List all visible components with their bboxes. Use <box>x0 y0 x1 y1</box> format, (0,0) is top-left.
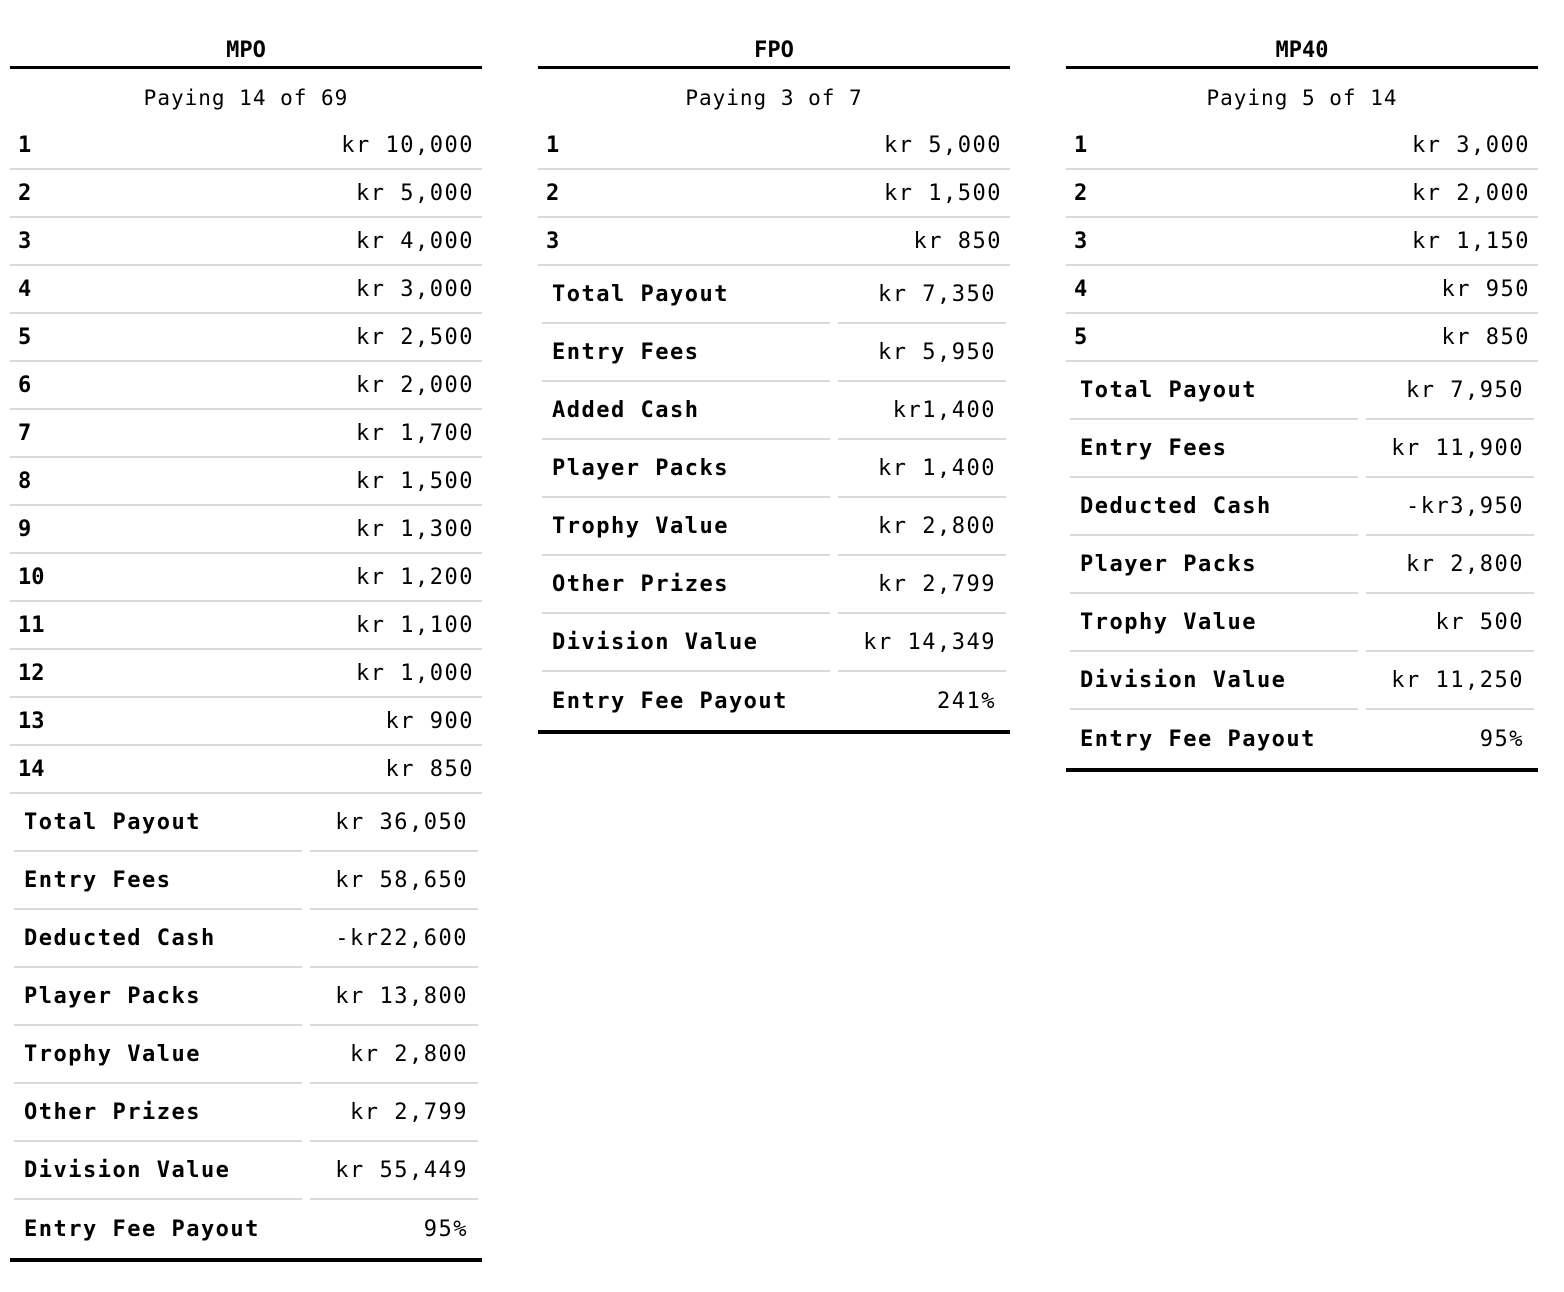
summary-row <box>10 910 482 968</box>
place-number: 12 <box>18 660 45 686</box>
paying-summary: Paying 5 of 14 <box>1206 86 1398 110</box>
payout-row <box>10 266 482 314</box>
payout-amount: kr 1,100 <box>356 612 474 638</box>
summary-value: -kr3,950 <box>1366 478 1534 536</box>
payout-amount: kr 850 <box>1441 324 1530 350</box>
place-number: 5 <box>1074 324 1088 350</box>
payout-row <box>10 458 482 506</box>
summary-label: Total Payout <box>14 794 302 852</box>
place-number: 9 <box>18 516 32 542</box>
payout-row <box>538 218 1010 266</box>
paying-summary: Paying 14 of 69 <box>143 86 349 110</box>
summary-label: Division Value <box>1070 652 1358 710</box>
summary-label: Trophy Value <box>1070 594 1358 652</box>
payout-amount: kr 900 <box>385 708 474 734</box>
summary-row <box>10 794 482 852</box>
paying-summary: Paying 3 of 7 <box>685 86 863 110</box>
summary-label: Entry Fees <box>1070 420 1358 478</box>
summary-value: -kr22,600 <box>310 910 478 968</box>
payout-row <box>538 122 1010 170</box>
summary-row <box>10 852 482 910</box>
summary-value: kr 1,400 <box>838 440 1006 498</box>
summary-value: kr 5,950 <box>838 324 1006 382</box>
summary-value: kr 36,050 <box>310 794 478 852</box>
summary-value: kr 7,350 <box>838 266 1006 324</box>
summary-label: Division Value <box>542 614 830 672</box>
place-number: 13 <box>18 708 45 734</box>
summary-label: Total Payout <box>1070 362 1358 420</box>
summary-row <box>1066 652 1538 710</box>
summary-value: 95% <box>423 1216 468 1242</box>
payout-amount: kr 1,150 <box>1412 228 1530 254</box>
payout-row <box>538 170 1010 218</box>
payout-row <box>10 122 482 170</box>
summary-row <box>1066 362 1538 420</box>
places-list <box>1066 122 1538 362</box>
summary-value: kr 7,950 <box>1366 362 1534 420</box>
summary-value: 241% <box>937 688 996 714</box>
division-title: MP40 <box>1066 36 1538 69</box>
place-number: 7 <box>18 420 32 446</box>
summary-value: kr 58,650 <box>310 852 478 910</box>
payout-amount: kr 950 <box>1441 276 1530 302</box>
summary-label: Trophy Value <box>542 498 830 556</box>
summary-table <box>538 266 1010 734</box>
division-fpo <box>538 36 1010 734</box>
summary-label: Entry Fee Payout <box>24 1216 260 1242</box>
payout-row <box>10 410 482 458</box>
summary-value: kr 2,800 <box>310 1026 478 1084</box>
summary-value: kr 14,349 <box>838 614 1006 672</box>
place-number: 3 <box>1074 228 1088 254</box>
summary-row <box>1066 478 1538 536</box>
place-number: 5 <box>18 324 32 350</box>
summary-row <box>10 1084 482 1142</box>
payout-amount: kr 3,000 <box>356 276 474 302</box>
summary-label: Division Value <box>14 1142 302 1200</box>
place-number: 1 <box>1074 132 1088 158</box>
place-number: 6 <box>18 372 32 398</box>
place-number: 10 <box>18 564 45 590</box>
payout-amount: kr 2,000 <box>356 372 474 398</box>
place-number: 2 <box>546 180 560 206</box>
payout-row <box>1066 122 1538 170</box>
summary-value: kr 2,800 <box>1366 536 1534 594</box>
summary-label: Total Payout <box>542 266 830 324</box>
payout-amount: kr 2,500 <box>356 324 474 350</box>
summary-row <box>538 614 1010 672</box>
summary-row <box>10 1026 482 1084</box>
payout-amount: kr 850 <box>385 756 474 782</box>
summary-row <box>538 440 1010 498</box>
payout-amount: kr 3,000 <box>1412 132 1530 158</box>
payout-amount: kr 850 <box>913 228 1002 254</box>
summary-row <box>10 1200 482 1258</box>
payout-row <box>10 506 482 554</box>
summary-row <box>538 672 1010 730</box>
summary-value: kr 11,250 <box>1366 652 1534 710</box>
payout-row <box>1066 314 1538 362</box>
payout-amount: kr 5,000 <box>884 132 1002 158</box>
payout-row <box>1066 266 1538 314</box>
place-number: 4 <box>1074 276 1088 302</box>
summary-value: kr 55,449 <box>310 1142 478 1200</box>
payout-amount: kr 2,000 <box>1412 180 1530 206</box>
summary-label: Entry Fee Payout <box>552 688 788 714</box>
payout-amount: kr 1,500 <box>884 180 1002 206</box>
summary-row <box>538 498 1010 556</box>
summary-label: Player Packs <box>14 968 302 1026</box>
place-number: 8 <box>18 468 32 494</box>
payout-row <box>10 362 482 410</box>
summary-label: Other Prizes <box>14 1084 302 1142</box>
payout-row <box>10 746 482 794</box>
summary-label: Player Packs <box>1070 536 1358 594</box>
division-title: MPO <box>10 36 482 69</box>
payout-amount: kr 10,000 <box>341 132 474 158</box>
summary-label: Deducted Cash <box>1070 478 1358 536</box>
payout-row <box>10 650 482 698</box>
place-number: 2 <box>18 180 32 206</box>
place-number: 11 <box>18 612 45 638</box>
summary-value: kr 2,800 <box>838 498 1006 556</box>
summary-label: Entry Fees <box>542 324 830 382</box>
summary-row <box>538 324 1010 382</box>
payout-amount: kr 1,500 <box>356 468 474 494</box>
summary-row <box>1066 536 1538 594</box>
payout-amount: kr 5,000 <box>356 180 474 206</box>
summary-row <box>538 382 1010 440</box>
payout-row <box>10 698 482 746</box>
summary-value: kr 13,800 <box>310 968 478 1026</box>
division-title: FPO <box>538 36 1010 69</box>
summary-value: 95% <box>1479 726 1524 752</box>
place-number: 4 <box>18 276 32 302</box>
payout-row <box>10 554 482 602</box>
summary-label: Trophy Value <box>14 1026 302 1084</box>
summary-table <box>1066 362 1538 772</box>
payout-row <box>10 602 482 650</box>
payout-row <box>1066 170 1538 218</box>
payout-amount: kr 4,000 <box>356 228 474 254</box>
summary-value: kr 2,799 <box>310 1084 478 1142</box>
summary-value: kr 11,900 <box>1366 420 1534 478</box>
summary-row <box>538 556 1010 614</box>
summary-value: kr 500 <box>1366 594 1534 652</box>
summary-label: Other Prizes <box>542 556 830 614</box>
summary-row <box>10 968 482 1026</box>
division-mp40 <box>1066 36 1538 772</box>
summary-row <box>1066 594 1538 652</box>
place-number: 3 <box>546 228 560 254</box>
place-number: 14 <box>18 756 45 782</box>
payout-row <box>1066 218 1538 266</box>
payout-row <box>10 218 482 266</box>
summary-label: Entry Fee Payout <box>1080 726 1316 752</box>
payout-amount: kr 1,300 <box>356 516 474 542</box>
place-number: 1 <box>18 132 32 158</box>
payout-amount: kr 1,200 <box>356 564 474 590</box>
place-number: 1 <box>546 132 560 158</box>
payout-row <box>10 170 482 218</box>
place-number: 3 <box>18 228 32 254</box>
summary-row <box>1066 420 1538 478</box>
payout-amount: kr 1,000 <box>356 660 474 686</box>
summary-row <box>538 266 1010 324</box>
places-list <box>10 122 482 794</box>
payout-amount: kr 1,700 <box>356 420 474 446</box>
summary-value: kr1,400 <box>838 382 1006 440</box>
places-list <box>538 122 1010 266</box>
summary-label: Entry Fees <box>14 852 302 910</box>
summary-label: Player Packs <box>542 440 830 498</box>
summary-row <box>1066 710 1538 768</box>
summary-label: Deducted Cash <box>14 910 302 968</box>
summary-value: kr 2,799 <box>838 556 1006 614</box>
payout-row <box>10 314 482 362</box>
summary-row <box>10 1142 482 1200</box>
division-mpo <box>10 36 482 1262</box>
place-number: 2 <box>1074 180 1088 206</box>
summary-label: Added Cash <box>542 382 830 440</box>
summary-table <box>10 794 482 1262</box>
